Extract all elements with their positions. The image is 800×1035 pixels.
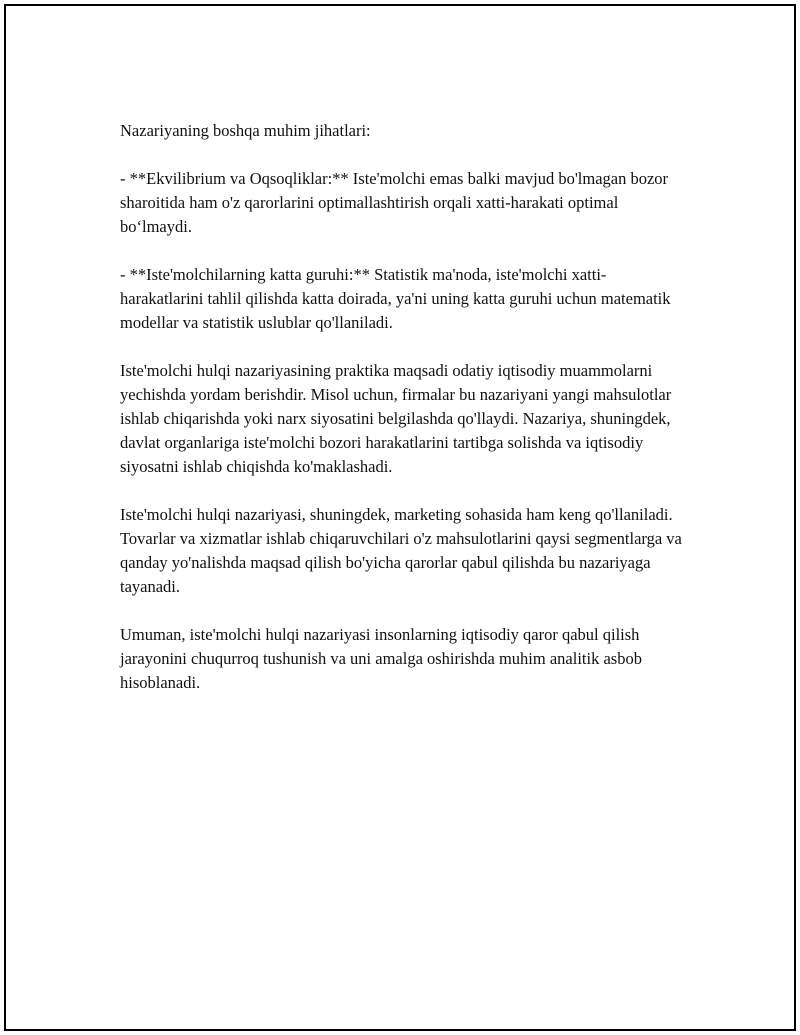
paragraph-practical-purpose: Iste'molchi hulqi nazariyasining praktika maqsadi odatiy iqtisodiy muammolarni yechishda yordam berishdir. Misol uchun, firmalar bu nazariyani yangi mahsulotlar ishlab chiqarishda yoki narx siyosatini belgilashda qo'llaydi. Nazariya, shuningdek, davlat organlariga iste'molchi bozori harakatlarini tartibga solishda va iqtisodiy siyosatni ishlab chiqishda ko'maklashadi. — [120, 361, 672, 476]
section-heading: Nazariyaning boshqa muhim jihatlari: — [120, 121, 371, 140]
paragraph-conclusion: Umuman, iste'molchi hulqi nazariyasi insonlarning iqtisodiy qaror qabul qilish jarayonini chuqurroq tushunish va uni amalga oshirishda muhim analitik asbob hisoblanadi. — [120, 625, 642, 692]
document-page — [4, 4, 796, 1031]
document-body — [120, 119, 686, 719]
paragraph-marketing: Iste'molchi hulqi nazariyasi, shuningdek, marketing sohasida ham keng qo'llaniladi. Tovarlar va xizmatlar ishlab chiqaruvchilari o'z mahsulotlarini qaysi segmentlarga va qanday yo'nalishda maqsad qilish bo'yicha qarorlar qabul qilishda bu nazariyaga tayanadi. — [120, 505, 682, 596]
list-item-large-groups: - **Iste'molchilarning katta guruhi:** Statistik ma'noda, iste'molchi xatti-harakatlarini tahlil qilishda katta doirada, ya'ni uning katta guruhi uchun matematik modellar va statistik uslublar qo'llaniladi. — [120, 265, 671, 332]
list-item-equilibrium: - **Ekvilibrium va Oqsoqliklar:** Iste'molchi emas balki mavjud bo'lmagan bozor sharoitida ham o'z qarorlarini optimallashtirish orqali xatti-harakati optimal bo‘lmaydi. — [120, 169, 669, 236]
